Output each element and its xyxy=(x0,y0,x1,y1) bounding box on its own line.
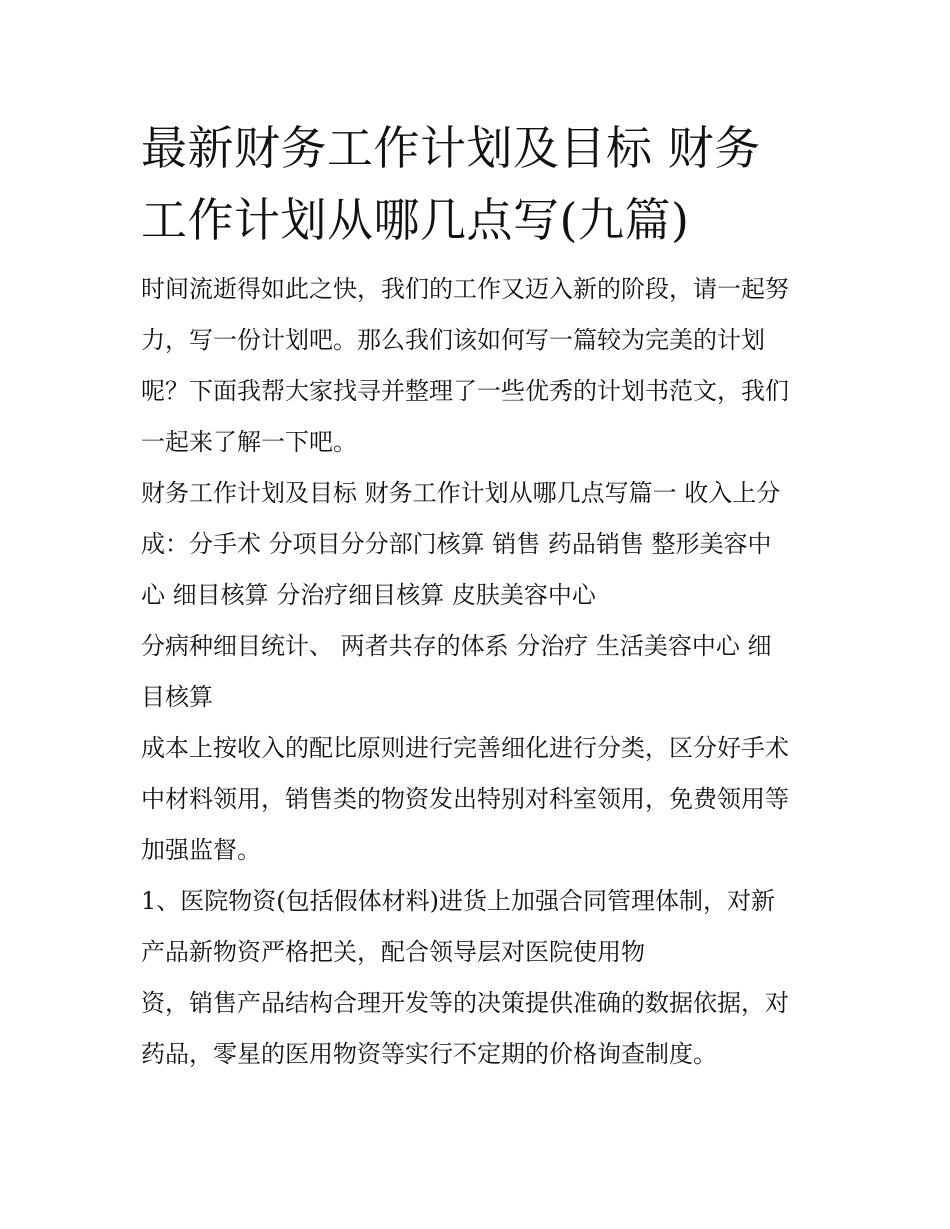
paragraph-line: 呢？下面我帮大家找寻并整理了一些优秀的计划书范文，我们 xyxy=(141,377,789,405)
paragraph-line: 产品新物资严格把关，配合领导层对医院使用物 xyxy=(141,938,645,966)
document-title xyxy=(141,112,831,256)
paragraph-line: 药品，零星的医用物资等实行不定期的价格询查制度。 xyxy=(141,1040,717,1068)
paragraph-line: 成：分手术 分项目分分部门核算 销售 药品销售 整形美容中 xyxy=(141,530,772,558)
paragraph-line: 分病种细目统计、 两者共存的体系 分治疗 生活美容中心 细 xyxy=(141,632,772,660)
paragraph-line: 财务工作计划及目标 财务工作计划从哪几点写篇一 收入上分 xyxy=(141,479,781,507)
paragraph-line: 1、医院物资(包括假体材料)进货上加强合同管理体制，对新 xyxy=(141,887,775,915)
title-line: 工作计划从哪几点写(九篇) xyxy=(141,193,690,247)
paragraph-line: 一起来了解一下吧。 xyxy=(141,428,357,456)
paragraph-line: 目核算 xyxy=(141,683,213,711)
document-body xyxy=(141,264,831,1080)
paragraph-line: 资，销售产品结构合理开发等的决策提供准确的数据依据，对 xyxy=(141,989,789,1017)
paragraph-line: 加强监督。 xyxy=(141,836,261,864)
paragraph-line: 时间流逝得如此之快，我们的工作又迈入新的阶段，请一起努 xyxy=(141,275,789,303)
title-line: 最新财务工作计划及目标 财务 xyxy=(141,121,761,175)
paragraph-line: 力，写一份计划吧。那么我们该如何写一篇较为完美的计划 xyxy=(141,326,765,354)
paragraph-line: 成本上按收入的配比原则进行完善细化进行分类，区分好手术 xyxy=(141,734,789,762)
paragraph-line: 中材料领用，销售类的物资发出特别对科室领用，免费领用等 xyxy=(141,785,789,813)
paragraph-line: 心 细目核算 分治疗细目核算 皮肤美容中心 xyxy=(141,581,596,609)
document-content xyxy=(141,112,831,1080)
